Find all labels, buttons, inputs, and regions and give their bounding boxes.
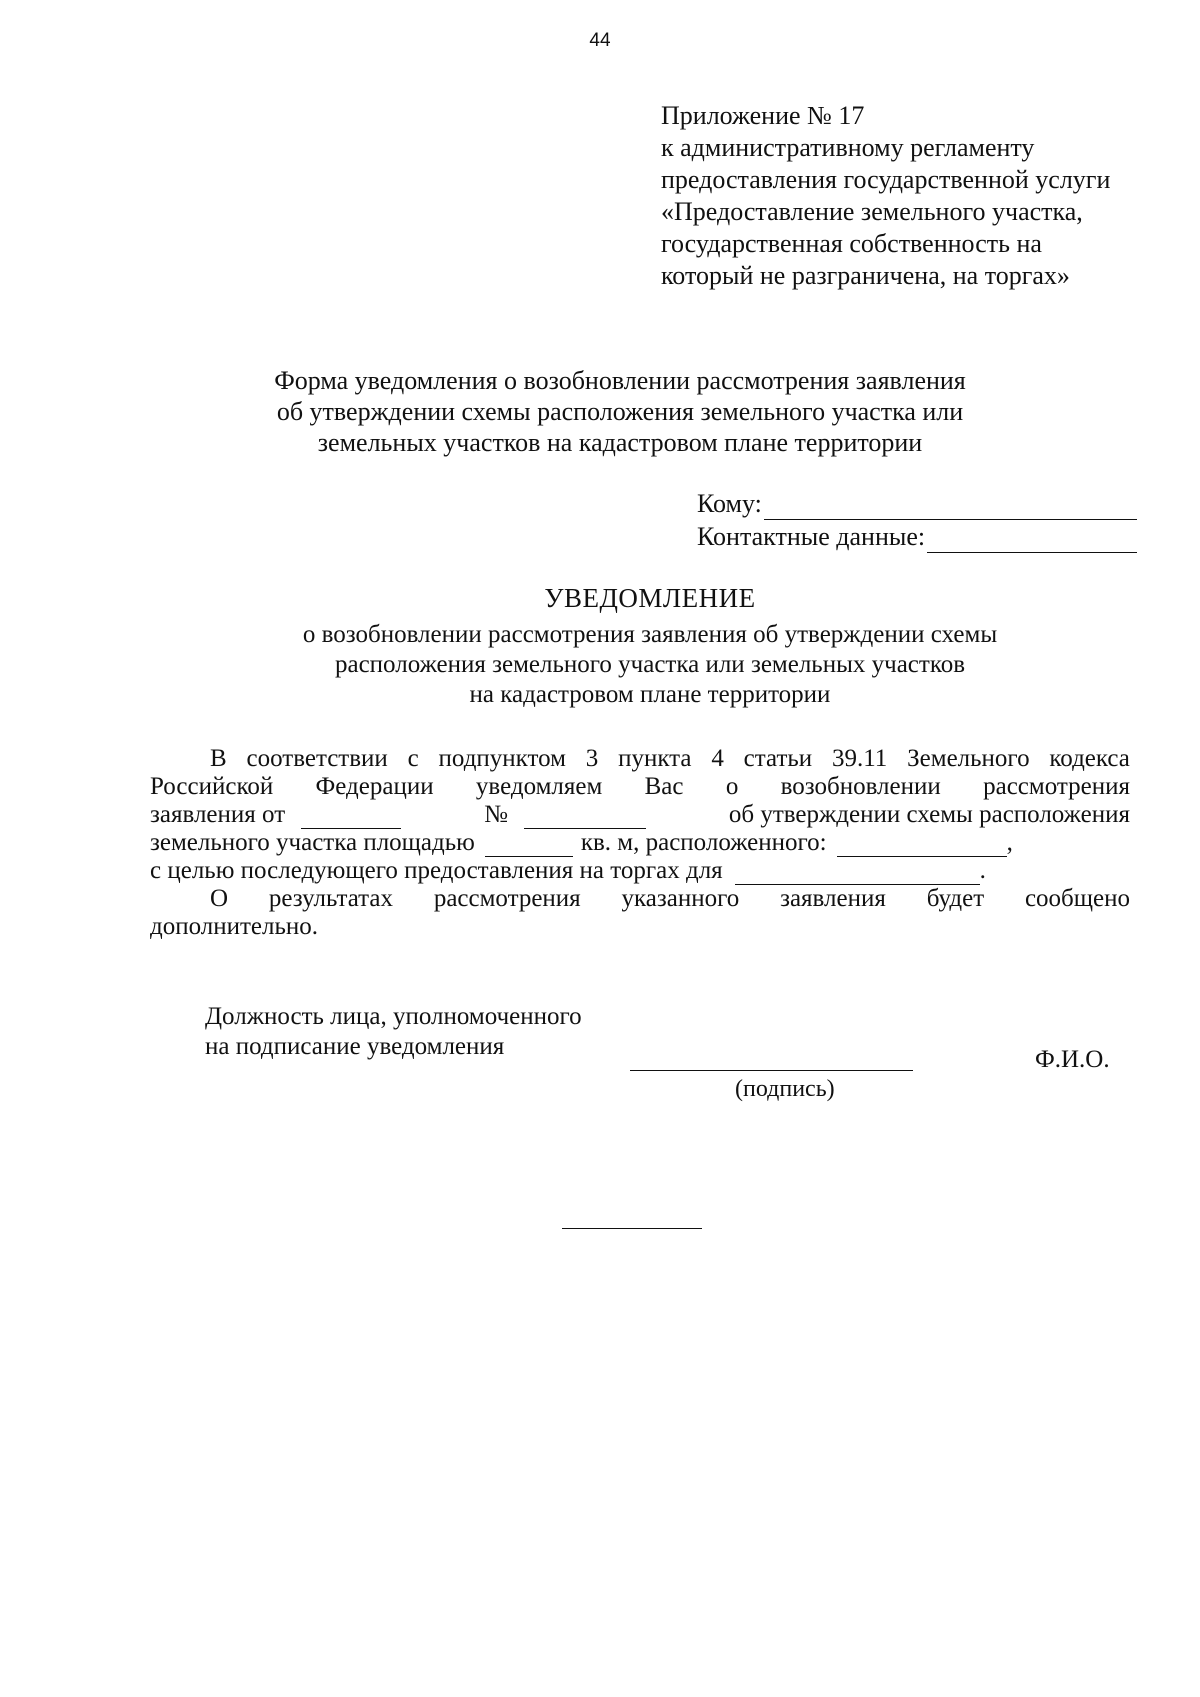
signer-name: Ф.И.О. — [1035, 1046, 1110, 1073]
purpose-label: с целью последующего предоставления на торгах для — [150, 857, 723, 884]
annex-line: «Предоставление земельного участка, — [661, 197, 1083, 226]
recipient-label: Кому: — [697, 489, 762, 518]
contacts-blank — [927, 527, 1137, 553]
body-word: о — [725, 773, 739, 800]
body-word: Земельного — [907, 745, 1030, 772]
body-word: уведомляем — [475, 773, 603, 800]
annex-line: государственная собственность на — [661, 229, 1042, 258]
body-word: 4 — [711, 745, 724, 772]
location-label: кв. м, расположенного: — [580, 829, 827, 856]
body-line — [150, 913, 1130, 941]
body-word: рассмотрения — [433, 885, 581, 912]
form-title-line: земельных участков на кадастровом плане территории — [317, 428, 923, 457]
body-punctuation: . — [979, 857, 986, 884]
body-text-fragment: об утверждении схемы расположения — [728, 801, 1130, 828]
notice-body — [150, 745, 1130, 941]
page-number: 44 — [589, 30, 611, 51]
contacts-row — [697, 520, 1137, 553]
body-word: сообщено — [1024, 885, 1130, 912]
end-divider — [562, 1228, 702, 1229]
body-word: 39.11 — [831, 745, 888, 772]
body-word: соответствии — [246, 745, 388, 772]
body-line — [150, 801, 1130, 829]
application-number-label: № — [484, 801, 508, 828]
body-word: заявления — [780, 885, 886, 912]
signature-line — [630, 1070, 913, 1071]
notice-subtitle — [240, 620, 1060, 710]
body-line — [150, 885, 1130, 913]
body-punctuation: , — [1006, 829, 1013, 856]
area-blank — [485, 834, 573, 857]
body-word: результатах — [268, 885, 393, 912]
annex-line: к административному регламенту — [661, 133, 1035, 162]
contacts-label: Контактные данные: — [697, 522, 926, 551]
signature-caption: (подпись) — [735, 1076, 835, 1102]
notice-subtitle-line: на кадастровом плане территории — [469, 681, 831, 708]
body-word: кодекса — [1049, 745, 1130, 772]
recipient-row — [697, 487, 1137, 520]
notice-subtitle-line: о возобновлении рассмотрения заявления об утверждении схемы — [302, 621, 998, 648]
body-word: с — [407, 745, 419, 772]
annex-line: предоставления государственной услуги — [661, 165, 1111, 194]
annex-line: который не разграничена, на торгах» — [661, 261, 1070, 290]
body-word: Федерации — [315, 773, 434, 800]
body-word: будет — [926, 885, 985, 912]
body-word: пункта — [618, 745, 692, 772]
application-date-label: заявления от — [150, 801, 286, 828]
body-word: возобновлении — [780, 773, 941, 800]
recipient-blank — [764, 494, 1137, 520]
body-word: 3 — [585, 745, 599, 772]
area-label: земельного участка площадью — [150, 829, 475, 856]
body-line — [150, 773, 1130, 801]
body-word: Вас — [644, 773, 684, 800]
annex-line: Приложение № 17 — [661, 101, 865, 130]
application-number-blank — [524, 806, 646, 829]
body-line — [150, 829, 1130, 857]
body-word: Российской — [150, 773, 274, 800]
form-title — [240, 365, 1000, 458]
body-line — [150, 745, 1130, 773]
annex-header — [661, 100, 1181, 292]
recipient-block — [697, 487, 1137, 553]
signature-block — [205, 1002, 1145, 1062]
signer-position-line: Должность лица, уполномоченного — [205, 1003, 582, 1030]
form-title-line: об утверждении схемы расположения земельного участка или — [276, 397, 964, 426]
purpose-blank — [735, 862, 980, 885]
body-word: статьи — [743, 745, 813, 772]
form-title-line: Форма уведомления о возобновлении рассмотрения заявления — [274, 366, 966, 395]
location-blank — [837, 834, 1007, 857]
body-word: указанного — [621, 885, 740, 912]
body-word: О — [210, 885, 229, 912]
body-line — [150, 857, 1130, 885]
notice-subtitle-line: расположения земельного участка или земельных участков — [334, 651, 966, 678]
body-word: В — [210, 745, 227, 772]
notice-heading: УВЕДОМЛЕНИЕ — [544, 583, 756, 613]
body-word: подпунктом — [438, 745, 566, 772]
body-word: рассмотрения — [983, 773, 1130, 800]
body-word: дополнительно. — [150, 913, 319, 940]
signer-position-line: на подписание уведомления — [205, 1033, 505, 1060]
application-date-blank — [301, 806, 401, 829]
